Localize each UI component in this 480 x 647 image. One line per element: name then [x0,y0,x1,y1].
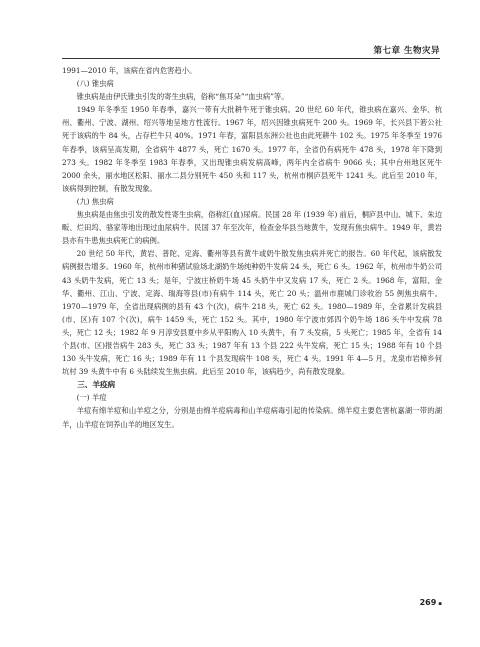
running-header-title: 第七章 生物灾异 [373,46,440,56]
paragraph-trypanosomiasis-history: 1949 年冬季至 1950 年春季，嘉兴一带有大批耕牛死于锥虫病。20 世纪 60 年代，锥虫病在嘉兴、金华、杭州、衢州、宁波、湖州、绍兴等地呈地方性流行。1967 年，绍兴因锥虫病死牛 200 头。1969 年，长兴县下箬公社死于该病的牛 84 头，占存栏牛只 40%。1971 年春，富阳县东洲公社也由此死耕牛 102 头。1975 年冬季至 1976 年春季，该病呈高发期，全省病牛 4877 头，死亡 1670 头。1977 年，全省仍有病死牛 478 头，1978 年下降到 273 头。1982 年冬季至 1983 年春季，又出现锥虫病发病高峰，两年内全省病牛 9066 头；其中台州地区死牛 2000 余头，丽水地区松阳、丽水二县分别死牛 450 头和 117 头，杭州市桐庐县死牛 1241 头。此后至 2010 年，该病得到控制，有散发现象。 [62,105,442,193]
section-heading-sheep-diseases: 三、羊疫病 [77,380,116,390]
page-body [62,64,442,431]
page-number-value: 269 [419,598,437,607]
paragraph-trypanosomiasis-def: 锥虫病是由伊氏锥虫引发的寄生虫病，俗称“焦耳朵”“血虫病”等。 [76,92,289,102]
subheading-babesiosis: (九) 焦虫病 [76,196,114,206]
page-number [420,598,442,607]
paragraph-sheep-pox: 羊痘有绵羊痘和山羊痘之分，分别是由绵羊痘病毒和山羊痘病毒引起的传染病。绵羊痘主要危害杭嘉湖一带的湖羊，山羊痘在饲养山羊的地区发生。 [62,406,442,429]
header-divider [62,58,440,59]
page-mark-icon: ▪ [438,601,442,607]
subheading-trypanosomiasis: (八) 锥虫病 [76,79,114,89]
paragraph-babesiosis-history: 20 世纪 50 年代，黄岩、普陀、定海、衢州等县有黄牛或奶牛散发焦虫病并死亡的报告。60 年代起，该病散发病例报告增多。1960 年，杭州市种猪试验场北湖奶牛场纯种奶牛发病 24 头，死亡 6 头。1962 年，杭州市牛奶公司 43 头奶牛发病，死亡 13 头；是年，宁波庄桥奶牛场 45 头奶牛中又发病 17 头，死亡 2 头。1968 年，富阳、金华、衢州、江山、宁波、定海、瑞海等县(市)有病牛 114 头，死亡 20 头；温州市鹿城门诊收治 55 例焦虫病牛。1970—1979 年，全省出现病例的县有 43 个(次)，病牛 218 头，死亡 62 头。1980—1989 年，全省累计发病县(市、区)有 107 个(次)，病牛 1459 头，死亡 152 头。其中，1980 年宁波市郊四个奶牛场 186 头牛中发病 78 头，死亡 12 头；1982 年 9 月淳安县夏中乡从平阳购入 10 头黄牛，有 7 头发病，5 头死亡；1985 年，全省有 14 个县(市、区)报告病牛 283 头，死亡 33 头；1987 年有 13 个县 222 头牛发病，死亡 15 头；1988 年有 10 个县 130 头牛发病，死亡 16 头；1989 年有 11 个县发现病牛 108 头，死亡 4 头。1991 年 4—5 月，龙泉市岩樟乡何坑村 39 头黄牛中有 6 头陆续发生焦虫病。此后至 2010 年，该病趋少，尚有散发现象。 [62,249,442,377]
paragraph-babesiosis-def: 焦虫病是由焦虫引发的散发性寄生虫病，俗称红(血)尿病。民国 28 年 (1939 年) 前后，桐庐县中山、城下、朱边畈、烂田坞、骆家等地出现过血尿病牛。民国 37 年至次年，检查金华县当地黄牛，发现有焦虫病牛。1949 年，黄岩县亦有牛患焦虫病死亡的病例。 [62,210,442,246]
paragraph-intro: 1991—2010 年，该病在省内危害趋小。 [62,66,197,75]
subheading-sheep-pox: (一) 羊痘 [76,393,107,403]
